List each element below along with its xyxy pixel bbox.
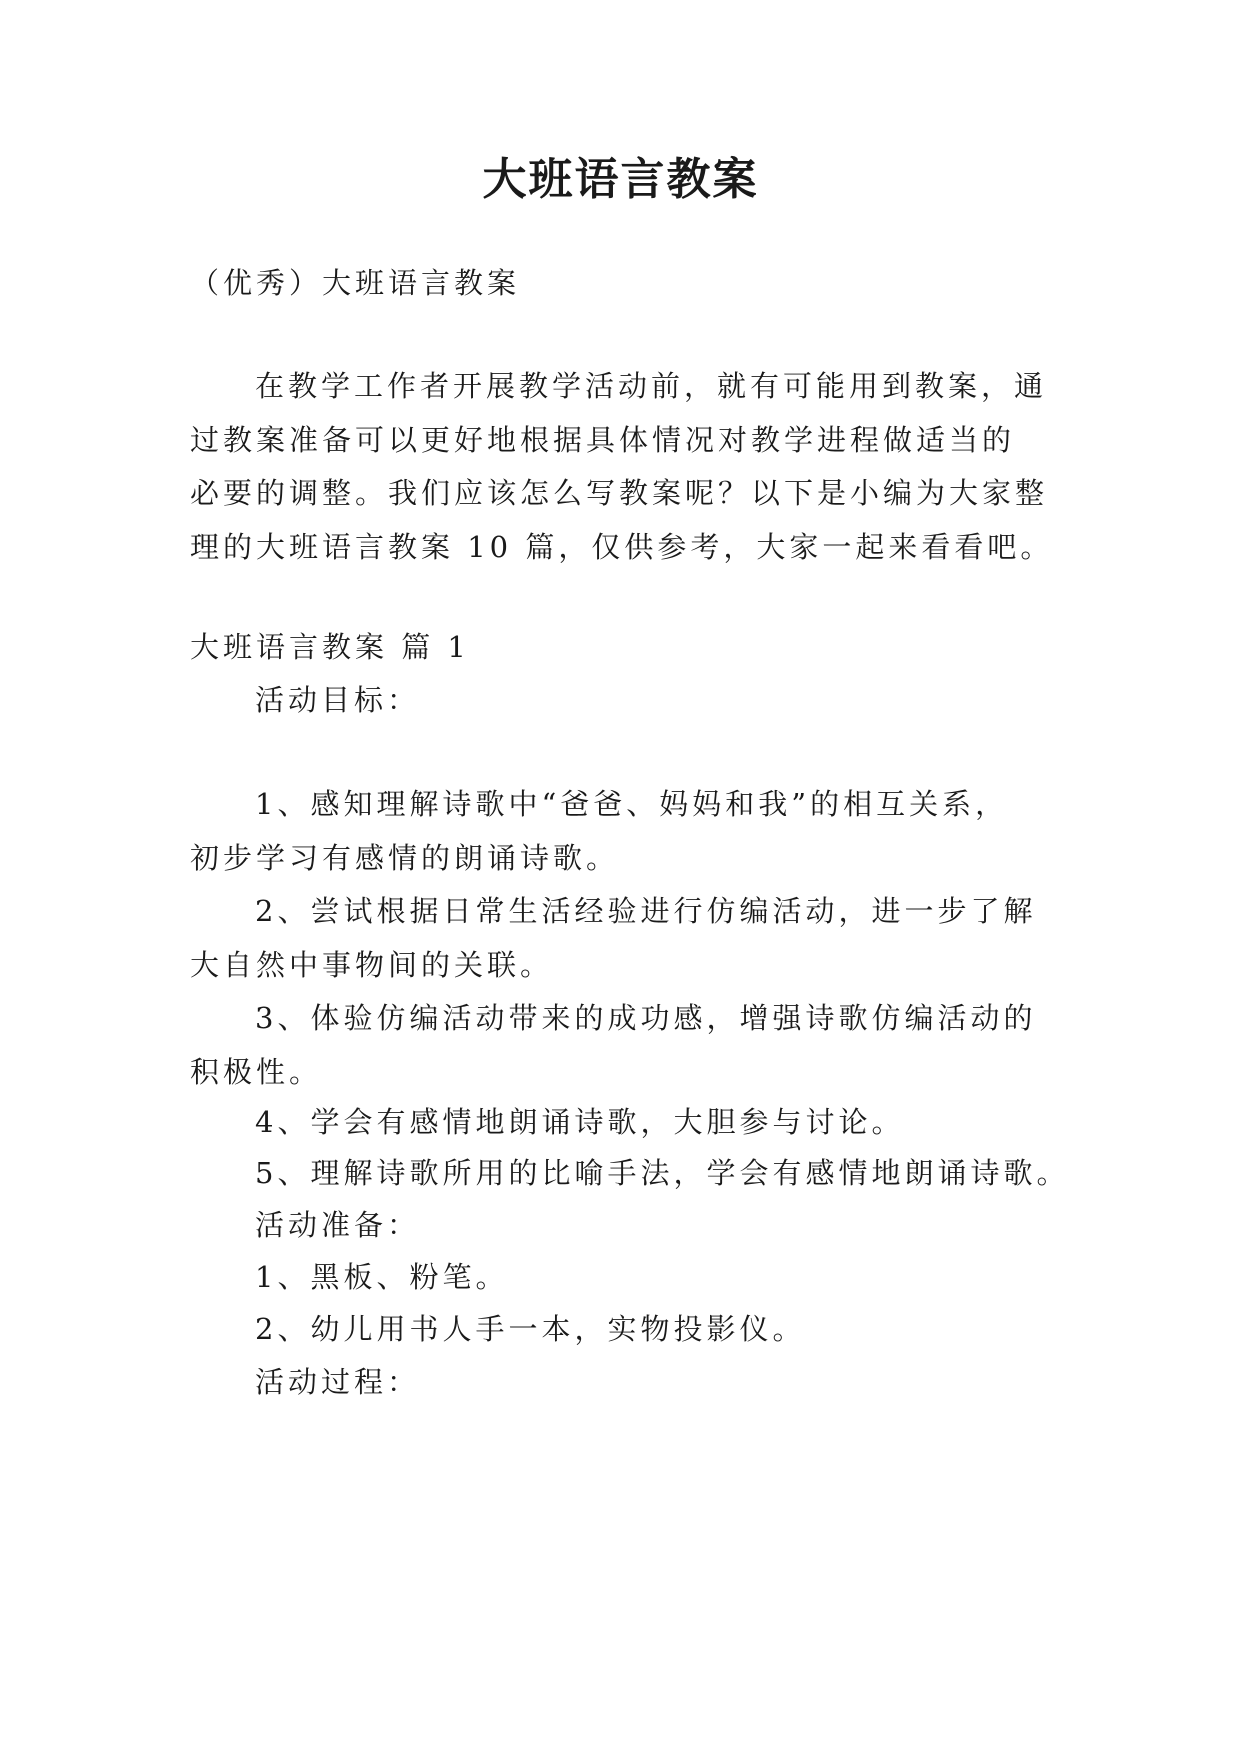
prep-heading: 活动准备： bbox=[255, 1208, 421, 1242]
goal-line: 1、感知理解诗歌中“爸爸、妈妈和我”的相互关系， bbox=[255, 787, 1009, 821]
prep-line: 1、黑板、粉笔。 bbox=[255, 1260, 509, 1294]
goal-line: 2、尝试根据日常生活经验进行仿编活动，进一步了解 bbox=[255, 894, 1037, 928]
intro-line: 在教学工作者开展教学活动前，就有可能用到教案，通 bbox=[255, 369, 1048, 403]
goals-heading: 活动目标： bbox=[255, 683, 421, 717]
goal-line: 5、理解诗歌所用的比喻手法，学会有感情地朗诵诗歌。 bbox=[255, 1156, 1070, 1190]
intro-line: 理的大班语言教案 10 篇，仅供参考，大家一起来看看吧。 bbox=[190, 530, 1054, 564]
goal-line: 3、体验仿编活动带来的成功感，增强诗歌仿编活动的 bbox=[255, 1001, 1037, 1035]
intro-line: 过教案准备可以更好地根据具体情况对教学进程做适当的 bbox=[190, 423, 1016, 457]
process-heading: 活动过程： bbox=[255, 1365, 421, 1399]
goal-line: 初步学习有感情的朗诵诗歌。 bbox=[190, 841, 620, 875]
prep-line: 2、幼儿用书人手一本，实物投影仪。 bbox=[255, 1312, 806, 1346]
goal-line: 大自然中事物间的关联。 bbox=[190, 948, 554, 982]
section-heading: 大班语言教案 篇 1 bbox=[190, 630, 470, 664]
goal-line: 4、学会有感情地朗诵诗歌，大胆参与讨论。 bbox=[255, 1105, 905, 1139]
intro-line: 必要的调整。我们应该怎么写教案呢？以下是小编为大家整 bbox=[190, 476, 1049, 510]
document-subtitle: （优秀）大班语言教案 bbox=[190, 266, 521, 300]
document-title: 大班语言教案 bbox=[482, 154, 759, 205]
goal-line: 积极性。 bbox=[190, 1055, 323, 1089]
